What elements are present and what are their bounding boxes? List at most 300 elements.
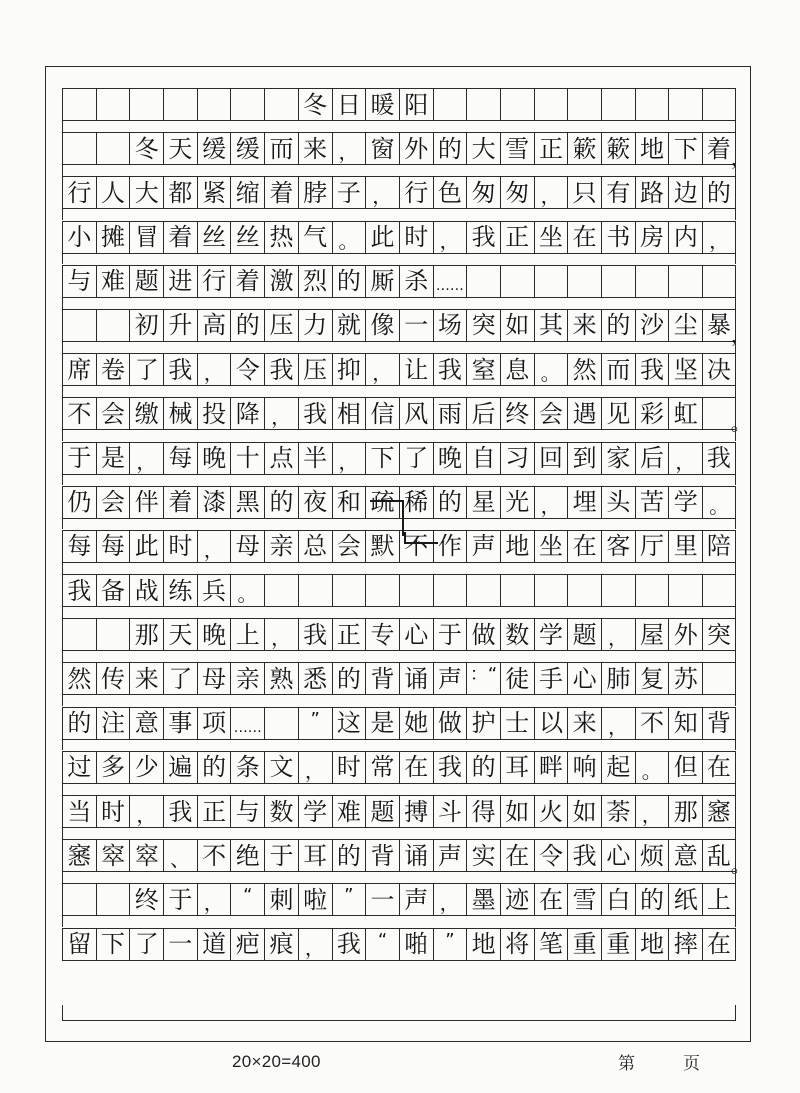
grid-cell: 天 (163, 619, 197, 650)
grid-cell: 雨 (433, 398, 467, 429)
grid-cell: 下 (668, 133, 702, 164)
grid-cell: 气 (298, 222, 332, 253)
title-cell (163, 89, 197, 120)
grid-cell: 路 (635, 177, 669, 208)
grid-cell: 着 (230, 266, 264, 297)
grid-cell: 响 (567, 752, 601, 783)
grid-cell: 此 (129, 531, 163, 562)
grid-cell: 战 (129, 575, 163, 606)
grid-cell: 来 (567, 708, 601, 739)
grid-cell: 而 (264, 133, 298, 164)
grid-cell: ， (129, 443, 163, 474)
grid-cell: 学 (668, 487, 702, 518)
grid-cell: 、 (163, 840, 197, 871)
grid-cell: 点 (264, 443, 298, 474)
grid-cell: 心 (399, 619, 433, 650)
title-cell (534, 89, 568, 120)
grid-cell (702, 266, 736, 297)
grid-cell: 客 (601, 531, 635, 562)
grid-cell: 厮 (365, 266, 399, 297)
grid-cell: 地 (466, 929, 500, 960)
text-row (62, 839, 751, 878)
page-number-label (618, 1049, 700, 1074)
grid-cell: 不 (635, 708, 669, 739)
title-cell: 冬 (298, 89, 332, 120)
grid-cell: 我 (635, 354, 669, 385)
grid-cell: 上 (702, 884, 736, 915)
grid-cell: 投 (197, 398, 231, 429)
grid-cell: 抑 (332, 354, 366, 385)
grid-cell: …… (230, 708, 264, 739)
grid-cell: 作 (433, 531, 467, 562)
text-row (62, 883, 736, 916)
grid-cell: 缓 (197, 133, 231, 164)
grid-cell: 在 (702, 929, 736, 960)
grid-cell: 练 (163, 575, 197, 606)
grid-cell: 行 (197, 266, 231, 297)
grid-cell (702, 398, 751, 436)
grid-cell (601, 575, 635, 606)
grid-cell: 然 (567, 354, 601, 385)
grid-cell: 兵 (197, 575, 231, 606)
grid-cell: 地 (635, 133, 669, 164)
grid-cell: 母 (230, 531, 264, 562)
grid-cell: 进 (163, 266, 197, 297)
grid-cell (433, 575, 467, 606)
grid-cell: ， (601, 708, 635, 739)
grid-cell: 力 (298, 310, 332, 341)
grid-cell: 那 (129, 619, 163, 650)
grid-cell: 稀 (399, 487, 433, 518)
grid-cell: 窗 (365, 133, 399, 164)
grid-cell: 数 (264, 796, 298, 827)
grid-cell (668, 266, 702, 297)
grid-cell: 留 (62, 929, 96, 960)
grid-cell: 复 (635, 663, 669, 694)
grid-cell: 雪 (500, 133, 534, 164)
grid-cell: 会 (96, 398, 130, 429)
grid-cell: 乱 。 (702, 840, 736, 871)
title-cell (635, 89, 669, 120)
grid-cell (62, 133, 96, 164)
grid-cell: 我 (163, 796, 197, 827)
grid-cell: 缩 (230, 177, 264, 208)
text-row (62, 221, 736, 254)
grid-cell: 厅 (635, 531, 669, 562)
text-row (62, 353, 736, 386)
title-cell (96, 89, 130, 120)
title-cell (264, 89, 298, 120)
grid-cell: 冬 (129, 133, 163, 164)
grid-cell: 我 (264, 354, 298, 385)
grid-cell (332, 575, 366, 606)
grid-cell (264, 708, 298, 739)
grid-cell: 疤 (230, 929, 264, 960)
grid-cell: 疏 (365, 487, 399, 518)
grid-cell: 了 (399, 443, 433, 474)
grid-cell (466, 575, 500, 606)
grid-cell: 星 (466, 487, 500, 518)
grid-cell: ” (433, 929, 467, 960)
grid-cell: 人 (96, 177, 130, 208)
grid-cell: 一 (365, 884, 399, 915)
grid-cell: 一 (399, 310, 433, 341)
grid-cell: 自 (466, 443, 500, 474)
grid-cell: 陪 (702, 531, 736, 562)
grid-cell: 母 (197, 663, 231, 694)
grid-cell: 我 (433, 354, 467, 385)
grid-cell: 苦 (635, 487, 669, 518)
page-label-prefix: 第 (618, 1054, 635, 1074)
grid-cell: 行 (62, 177, 96, 208)
grid-cell: 背 (702, 708, 736, 739)
grid-cell: 地 (500, 531, 534, 562)
grid-cell: 虹 (668, 398, 702, 429)
grid-cell: 脖 (298, 177, 332, 208)
text-row (62, 442, 736, 475)
grid-cell: 下 (365, 443, 399, 474)
grid-cell: 。 (332, 222, 366, 253)
grid-cell: 亲 (230, 663, 264, 694)
title-cell: 日 (332, 89, 366, 120)
grid-cell: 决 (702, 354, 736, 385)
grid-cell: 苏 (668, 663, 702, 694)
grid-cell: ， (635, 796, 669, 827)
grid-cell: 道 (197, 929, 231, 960)
grid-cell: 夜 (298, 487, 332, 518)
grid-cell: 遍 (163, 752, 197, 783)
grid-cell: …… (433, 266, 467, 297)
grid-cell: 与 (62, 266, 96, 297)
grid-cell: 有 (601, 177, 635, 208)
grid-cell: 于 (62, 443, 96, 474)
title-cell (197, 89, 231, 120)
grid-cell: 我 (332, 929, 366, 960)
grid-cell: 窸 (62, 840, 96, 871)
title-cell: 暖 (365, 89, 399, 120)
grid-cell: 而 (601, 354, 635, 385)
grid-cell: 难 (332, 796, 366, 827)
grid-cell: 少 (129, 752, 163, 783)
title-cell (702, 89, 736, 120)
grid-cell: ， (534, 177, 568, 208)
title-cell (668, 89, 702, 120)
grid-cell: “ (230, 884, 264, 915)
grid-cell: 悉 (298, 663, 332, 694)
grid-cell (567, 266, 601, 297)
grid-cell: 尘 (668, 310, 702, 341)
grid-cell: 护 (466, 708, 500, 739)
grid-cell: 我 (298, 619, 332, 650)
grid-cell: 。 (230, 575, 264, 606)
grid-cell: 条 (230, 752, 264, 783)
grid-cell: 耳 (298, 840, 332, 871)
grid-cell: 簌 (601, 133, 635, 164)
grid-cell: 题 (129, 266, 163, 297)
title-cell (601, 89, 635, 120)
grid-cell (668, 575, 702, 606)
grid-cell: 我 (163, 354, 197, 385)
grid-cell: 晚 (197, 443, 231, 474)
grid-cell: 冒 (129, 222, 163, 253)
grid-cell: 埋 (567, 487, 601, 518)
grid-cell: 上 (230, 619, 264, 650)
grid-cell: 外 (668, 619, 702, 650)
grid-cell: 令 (230, 354, 264, 385)
grid-cell: 在 (567, 531, 601, 562)
grid-cell: 那 (668, 796, 702, 827)
grid-cell: 。 (534, 354, 568, 385)
grid-cell: ， (433, 884, 467, 915)
grid-cell: ， (197, 531, 231, 562)
grid-cell: 我 (702, 443, 736, 474)
grid-cell: 迹 (500, 884, 534, 915)
grid-cell (264, 575, 298, 606)
grid-cell: 的 (635, 884, 669, 915)
grid-cell (96, 133, 130, 164)
grid-cell: 声 (466, 531, 500, 562)
grid-cell: 的 (332, 266, 366, 297)
grid-cell: 的 (264, 487, 298, 518)
grid-cell: 暴 ， (702, 310, 736, 341)
grid-cell: 像 (365, 310, 399, 341)
grid-cell: 和 (332, 487, 366, 518)
title-cell (567, 89, 601, 120)
grid-cell: 不 (197, 840, 231, 871)
grid-cell: 诵 (399, 840, 433, 871)
grid-cell: ， (264, 619, 298, 650)
grid-cell: 子 (332, 177, 366, 208)
grid-cell: 备 (96, 575, 130, 606)
grid-cell: 专 (365, 619, 399, 650)
grid-cell: 窣 (96, 840, 130, 871)
grid-cell (567, 575, 601, 606)
grid-cell: 终 (129, 884, 163, 915)
title-cell (230, 89, 264, 120)
grid-cell: 坐 (534, 531, 568, 562)
grid-cell: 不 (399, 531, 433, 562)
grid-cell: ， (332, 443, 366, 474)
grid-cell: 降 (230, 398, 264, 429)
title-cell (500, 89, 534, 120)
grid-cell: 意 (668, 840, 702, 871)
grid-cell: ， (197, 354, 231, 385)
title-row (62, 88, 736, 121)
grid-cell: 难 (96, 266, 130, 297)
grid-cell: 我 (298, 398, 332, 429)
text-row (62, 309, 751, 347)
grid-cell: 如 (500, 796, 534, 827)
grid-cell: 我 (466, 222, 500, 253)
text-row (62, 618, 736, 651)
grid-cell: 家 (601, 443, 635, 474)
grid-cell: 火 (534, 796, 568, 827)
grid-cell: 学 (298, 796, 332, 827)
grid-cell: 这 (332, 708, 366, 739)
grid-cell: 但 (668, 752, 702, 783)
title-cell (62, 89, 96, 120)
grid-cell: 丝 (197, 222, 231, 253)
grid-cell: 只 (567, 177, 601, 208)
grid-cell: 的 (197, 752, 231, 783)
grid-cell: 文 (264, 752, 298, 783)
grid-cell: 啦 (298, 884, 332, 915)
margin-punctuation: 。 (730, 411, 751, 436)
text-row (62, 574, 736, 607)
title-cell (466, 89, 500, 120)
grid-cell: 以 (534, 708, 568, 739)
grid-cell: 与 (230, 796, 264, 827)
grid-cell: 大 (129, 177, 163, 208)
grid-cell (635, 575, 669, 606)
grid-cell: 械 (163, 398, 197, 429)
grid-cell: 声 (399, 884, 433, 915)
text-row (62, 928, 736, 961)
grid-cell: 在 (534, 884, 568, 915)
grid-cell: 正 (534, 133, 568, 164)
grid-cell: 初 (129, 310, 163, 341)
grid-cell: 晚 (197, 619, 231, 650)
grid-cell: 纸 (668, 884, 702, 915)
grid-cell: 手 (534, 663, 568, 694)
grid-cell: 啪 (399, 929, 433, 960)
grid-cell: 来 (567, 310, 601, 341)
grid-cell: 就 (332, 310, 366, 341)
text-row (62, 795, 736, 828)
grid-cell: 注 (96, 708, 130, 739)
grid-cell: 遇 (567, 398, 601, 429)
grid-cell: 匆 (466, 177, 500, 208)
grid-cell: 的 (702, 177, 736, 208)
grid-cell: 会 (96, 487, 130, 518)
grid-cell: 突 (466, 310, 500, 341)
grid-cell: 终 (500, 398, 534, 429)
text-row (62, 176, 736, 209)
grid-cell: 缴 (129, 398, 163, 429)
grid-cell: 后 (466, 398, 500, 429)
grid-cell: 是 (365, 708, 399, 739)
grid-cell: 杀 (399, 266, 433, 297)
grid-cell: 默 (365, 531, 399, 562)
grid-cell: 雪 (567, 884, 601, 915)
grid-cell: 都 (163, 177, 197, 208)
grid-cell: 头 (601, 487, 635, 518)
grid-cell: 书 (601, 222, 635, 253)
grid-cell (702, 575, 736, 606)
grid-cell (534, 266, 568, 297)
grid-cell: 时 (399, 222, 433, 253)
grid-cell (62, 884, 96, 915)
grid-cell: 一 (163, 929, 197, 960)
grid-cell: 项 (197, 708, 231, 739)
grid-cell: 屋 (635, 619, 669, 650)
grid-cell: 场 (433, 310, 467, 341)
grid-cell: 热 (264, 222, 298, 253)
grid-cell: 起 (601, 752, 635, 783)
grid-cell: 窣 (129, 840, 163, 871)
grid-cell: 的 (332, 840, 366, 871)
grid-cell: 常 (365, 752, 399, 783)
correction-swap-mark (370, 500, 404, 536)
grid-cell: 于 (264, 840, 298, 871)
margin-punctuation: ， (730, 322, 751, 347)
grid-cell: 色 (433, 177, 467, 208)
grid-cell: 畔 (534, 752, 568, 783)
grid-cell: 做 (433, 708, 467, 739)
grid-cell: 是 (96, 443, 130, 474)
grid-cell: 突 (702, 619, 736, 650)
grid-cell: 每 (62, 531, 96, 562)
grid-cell: 息 (500, 354, 534, 385)
grid-cell: 着 (163, 487, 197, 518)
grid-cell: 。 (635, 752, 669, 783)
grid-cell: 背 (365, 840, 399, 871)
grid-cell: 边 (668, 177, 702, 208)
grid-cell: 当 (62, 796, 96, 827)
grid-cell (534, 575, 568, 606)
grid-cell: 徒 (500, 663, 534, 694)
grid-cell: 总 (298, 531, 332, 562)
grid-cell: ， (298, 752, 332, 783)
grid-cell: 于 (163, 884, 197, 915)
grid-cell: ， (197, 884, 231, 915)
grid-cell: 声 (433, 840, 467, 871)
grid-cell: 的 (62, 708, 96, 739)
grid-cell: 肺 (601, 663, 635, 694)
grid-cell: 重 (601, 929, 635, 960)
grid-cell: 簌 (567, 133, 601, 164)
grid-cell: 的 (433, 133, 467, 164)
grid-cell: 高 (197, 310, 231, 341)
grid-cell (500, 266, 534, 297)
grid-cell: 得 (466, 796, 500, 827)
grid-cell (399, 575, 433, 606)
grid-cell: 数 (500, 619, 534, 650)
grid-cell: 的 (601, 310, 635, 341)
grid-cell: 时 (163, 531, 197, 562)
grid-cell: 每 (96, 531, 130, 562)
grid-cell: ， (264, 398, 298, 429)
grid-cell (96, 884, 130, 915)
grid-cell: “ (365, 929, 399, 960)
grid-cell: 题 (365, 796, 399, 827)
grid-cell: 压 (264, 310, 298, 341)
grid-cell (635, 266, 669, 297)
grid-cell: 到 (567, 443, 601, 474)
grid-cell: 伴 (129, 487, 163, 518)
grid-cell: 了 (163, 663, 197, 694)
grid-cell: 坐 (534, 222, 568, 253)
grid-cell: 里 (668, 531, 702, 562)
grid-cell: 坚 (668, 354, 702, 385)
text-row (62, 662, 736, 695)
grid-cell: 荼 (601, 796, 635, 827)
grid-cell: 光 (500, 487, 534, 518)
grid-cell (365, 575, 399, 606)
grid-cell: 时 (96, 796, 130, 827)
grid-cell: 摊 (96, 222, 130, 253)
grid-cell: ：“ (466, 663, 500, 694)
grid-cell: 在 (702, 752, 736, 783)
grid-cell: 晚 (433, 443, 467, 474)
grid-cell (500, 575, 534, 606)
grid-cell: 着 (264, 177, 298, 208)
grid-cell: ” (298, 708, 332, 739)
grid-cell: ， (332, 133, 366, 164)
grid-cell: 的 (332, 663, 366, 694)
text-row (62, 132, 751, 171)
grid-cell: 过 (62, 752, 96, 783)
